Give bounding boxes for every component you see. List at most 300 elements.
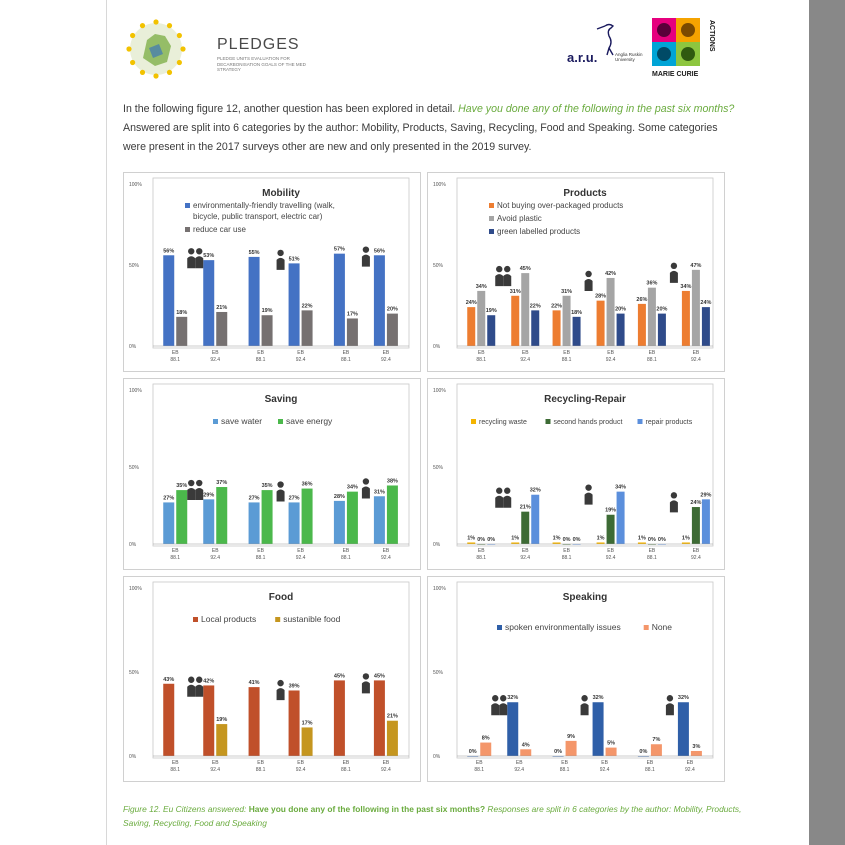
legend-swatch xyxy=(471,419,476,424)
bar xyxy=(521,512,529,544)
figure-caption xyxy=(123,802,743,830)
data-label: 35% xyxy=(176,483,188,490)
bar xyxy=(597,301,605,346)
x-tick-label: 92.4 xyxy=(691,357,701,363)
data-label: 56% xyxy=(163,248,175,255)
x-tick-label: 88.1 xyxy=(341,357,351,363)
bar xyxy=(617,492,625,544)
data-label: 34% xyxy=(615,484,627,491)
data-label: 17% xyxy=(346,311,358,318)
bar xyxy=(691,751,702,756)
x-tick-label: EB xyxy=(692,350,700,356)
legend-swatch xyxy=(185,203,190,208)
bar xyxy=(692,507,700,544)
bar xyxy=(467,307,475,346)
bar xyxy=(347,492,358,544)
data-label: 28% xyxy=(595,293,607,300)
person-icon xyxy=(670,492,678,512)
data-label: 0% xyxy=(657,537,666,543)
eu-star-icon xyxy=(153,73,158,78)
data-label: 57% xyxy=(333,246,345,253)
bar xyxy=(387,485,398,544)
eu-star-icon xyxy=(153,19,158,24)
person-icon xyxy=(666,695,674,715)
data-label: 18% xyxy=(176,309,188,316)
x-tick-label: 88.1 xyxy=(170,555,181,561)
x-tick-label: 92.4 xyxy=(295,555,306,561)
legend-label: save energy xyxy=(286,416,333,426)
data-label: 34% xyxy=(475,283,487,290)
data-label: 24% xyxy=(690,500,702,507)
data-label: 55% xyxy=(248,249,260,256)
x-tick-label: EB xyxy=(646,760,654,766)
x-tick-label: 88.1 xyxy=(647,555,657,561)
x-tick-label: EB xyxy=(563,350,570,356)
eu-star-icon xyxy=(126,46,131,51)
data-label: 21% xyxy=(386,713,398,720)
bar xyxy=(374,255,385,346)
viewer-scrollbar-area[interactable] xyxy=(808,0,845,845)
x-tick-label: EB xyxy=(601,760,608,766)
x-tick-label: EB xyxy=(257,760,264,766)
bar xyxy=(249,257,260,346)
y-tick-label: 50% xyxy=(433,465,444,471)
x-tick-label: EB xyxy=(563,548,570,554)
bar xyxy=(387,721,398,756)
data-label: 9% xyxy=(567,733,576,740)
bar xyxy=(617,314,625,346)
x-tick-label: 92.4 xyxy=(599,767,610,773)
x-tick-label: EB xyxy=(382,350,390,356)
bar xyxy=(216,312,227,346)
y-tick-label: 0% xyxy=(433,754,441,760)
data-label: 45% xyxy=(519,266,531,273)
data-label: 39% xyxy=(288,683,300,690)
bar xyxy=(176,490,187,544)
intro-paragraph xyxy=(123,100,743,157)
data-label: 20% xyxy=(386,306,398,313)
eu-star-icon xyxy=(140,70,145,75)
x-tick-label: EB xyxy=(382,548,390,554)
x-tick-label: EB xyxy=(297,350,304,356)
data-label: 29% xyxy=(203,492,215,499)
data-label: 34% xyxy=(346,484,358,491)
legend-label: Avoid plastic xyxy=(497,214,542,223)
data-label: 38% xyxy=(386,478,398,485)
x-tick-label: EB xyxy=(382,760,390,766)
bar xyxy=(216,724,227,756)
x-tick-label: 88.1 xyxy=(341,767,351,773)
bar xyxy=(387,314,398,346)
x-tick-label: EB xyxy=(477,548,485,554)
data-label: 24% xyxy=(465,300,477,307)
intro-question: Have you done any of the following in the past six months? xyxy=(458,103,735,115)
chart-title: Saving xyxy=(264,394,298,405)
x-tick-label: 88.1 xyxy=(645,767,655,773)
x-tick-label: 92.4 xyxy=(685,767,695,773)
bar xyxy=(638,304,646,346)
bar xyxy=(651,744,662,756)
bar xyxy=(607,278,615,346)
x-tick-label: EB xyxy=(171,350,179,356)
bar xyxy=(163,255,174,346)
x-tick-label: 92.4 xyxy=(210,357,221,363)
data-label: 19% xyxy=(605,507,617,514)
bar xyxy=(531,310,539,346)
data-label: 0% xyxy=(647,537,656,543)
chart-title: Products xyxy=(563,188,607,199)
data-label: 1% xyxy=(467,535,476,542)
x-tick-label: EB xyxy=(477,350,485,356)
x-tick-label: 92.4 xyxy=(210,555,221,561)
legend-label: bicycle, public transport, electric car) xyxy=(193,212,323,221)
x-tick-label: 88.1 xyxy=(170,357,181,363)
data-label: 43% xyxy=(163,676,175,683)
x-tick-label: EB xyxy=(521,548,529,554)
bar xyxy=(563,296,571,346)
bar xyxy=(334,501,345,544)
x-tick-label: EB xyxy=(475,760,483,766)
person-icon xyxy=(195,248,203,268)
x-tick-label: 88.1 xyxy=(561,357,572,363)
y-tick-label: 100% xyxy=(433,586,446,592)
x-tick-label: EB xyxy=(211,548,219,554)
eu-star-icon xyxy=(180,46,185,51)
person-icon xyxy=(187,248,195,268)
data-label: 20% xyxy=(615,306,627,313)
chart-title: Recycling-Repair xyxy=(544,394,626,405)
data-label: 7% xyxy=(652,737,661,744)
bar xyxy=(334,680,345,756)
bar xyxy=(249,687,260,756)
bar xyxy=(374,680,385,756)
bar xyxy=(163,684,174,756)
eu-stars-map-icon xyxy=(125,18,187,80)
person-icon xyxy=(362,246,370,266)
legend-label: Local products xyxy=(201,614,257,624)
x-tick-label: 88.1 xyxy=(255,767,266,773)
data-label: 19% xyxy=(485,308,497,315)
y-tick-label: 100% xyxy=(129,182,142,188)
data-label: 56% xyxy=(373,248,385,255)
x-tick-label: 92.4 xyxy=(605,357,616,363)
bar xyxy=(216,487,227,544)
x-tick-label: EB xyxy=(561,760,568,766)
x-tick-label: 88.1 xyxy=(341,555,351,561)
x-tick-label: EB xyxy=(686,760,694,766)
x-tick-label: EB xyxy=(297,548,304,554)
logo-name: PLEDGES xyxy=(217,36,300,53)
y-tick-label: 100% xyxy=(433,182,446,188)
bar xyxy=(566,741,577,756)
marie-curie-logo xyxy=(652,18,714,80)
data-label: 1% xyxy=(681,535,690,542)
person-icon xyxy=(277,481,285,501)
x-tick-label: EB xyxy=(211,350,219,356)
chart-panel-products xyxy=(427,172,725,372)
legend-label: environmentally-friendly travelling (walk, xyxy=(193,201,335,210)
aru-heron-icon xyxy=(595,22,625,56)
bar xyxy=(334,254,345,346)
chart-title: Food xyxy=(268,592,294,603)
bar xyxy=(302,727,313,756)
data-label: 29% xyxy=(700,492,712,499)
aru-logo-text: a.r.u. xyxy=(567,50,598,65)
data-label: 5% xyxy=(607,740,616,747)
legend-label: Not buying over-packaged products xyxy=(497,201,624,210)
bar xyxy=(702,499,710,544)
data-label: 47% xyxy=(690,262,702,269)
x-tick-label: 92.4 xyxy=(381,767,391,773)
data-label: 27% xyxy=(248,495,260,502)
bar xyxy=(262,315,273,346)
bar xyxy=(289,502,300,544)
data-label: 36% xyxy=(646,280,658,287)
legend-label: recycling waste xyxy=(479,419,527,426)
data-label: 21% xyxy=(216,304,228,311)
person-icon xyxy=(187,480,195,500)
x-tick-label: EB xyxy=(257,548,264,554)
data-label: 31% xyxy=(373,489,385,496)
y-tick-label: 50% xyxy=(433,670,444,676)
data-label: 26% xyxy=(636,296,648,303)
person-icon xyxy=(491,695,499,715)
legend-label: green labelled products xyxy=(497,227,581,236)
chart-title: Speaking xyxy=(562,592,608,603)
bar xyxy=(573,317,581,346)
data-label: 0% xyxy=(639,749,648,755)
caption-question: Have you done any of the following in the past six months? xyxy=(248,804,486,814)
bar xyxy=(520,749,531,756)
x-tick-label: EB xyxy=(342,350,350,356)
data-label: 3% xyxy=(692,743,701,750)
bar xyxy=(203,685,214,756)
bar xyxy=(289,263,300,346)
legend-swatch xyxy=(489,229,494,234)
data-label: 27% xyxy=(288,495,300,502)
x-tick-label: 88.1 xyxy=(255,357,266,363)
x-tick-label: EB xyxy=(648,548,656,554)
bar xyxy=(553,310,561,346)
data-label: 45% xyxy=(373,673,385,680)
data-label: 22% xyxy=(551,303,563,310)
eu-star-icon xyxy=(167,23,172,28)
x-tick-label: EB xyxy=(692,548,700,554)
data-label: 0% xyxy=(468,749,477,755)
legend-swatch xyxy=(213,419,218,424)
legend-swatch xyxy=(546,419,551,424)
marie-curie-bottom: MARIE CURIE xyxy=(652,71,699,78)
legend-swatch xyxy=(193,617,198,622)
person-icon xyxy=(499,695,507,715)
bar xyxy=(163,502,174,544)
data-label: 21% xyxy=(519,504,531,511)
chart-panel-food xyxy=(123,576,421,782)
x-tick-label: 92.4 xyxy=(691,555,701,561)
legend-label: repair products xyxy=(645,419,693,426)
eu-star-icon xyxy=(130,60,135,65)
data-label: 24% xyxy=(700,300,712,307)
x-tick-label: EB xyxy=(648,350,656,356)
chart-panel-speaking xyxy=(427,576,725,782)
data-label: 53% xyxy=(203,253,215,260)
y-tick-label: 100% xyxy=(129,586,142,592)
x-tick-label: 88.1 xyxy=(170,767,181,773)
x-tick-label: 92.4 xyxy=(605,555,616,561)
bar xyxy=(658,314,666,346)
bar xyxy=(249,502,260,544)
caption-text-2: Responses are split in 6 categories by the author: Mobility, Products, Saving, Recycling, Food and Speaking xyxy=(123,804,742,828)
person-icon xyxy=(585,484,593,504)
data-label: 32% xyxy=(507,695,519,702)
x-tick-label: EB xyxy=(171,548,179,554)
person-icon xyxy=(277,250,285,270)
person-icon xyxy=(670,263,678,283)
bar xyxy=(203,260,214,346)
legend-label: reduce car use xyxy=(193,225,246,234)
data-label: 32% xyxy=(592,695,604,702)
data-label: 4% xyxy=(521,742,530,749)
chart-panel-mobility xyxy=(123,172,421,372)
person-icon xyxy=(585,271,593,291)
y-tick-label: 0% xyxy=(129,542,137,548)
legend-label: second hands product xyxy=(553,419,623,426)
x-tick-label: 92.4 xyxy=(381,555,391,561)
logo-tagline: PLEDGE UNITS EVALUATION FOR DECARBONISATION GOALS OF THE MED STRATEGY xyxy=(217,56,306,72)
data-label: 1% xyxy=(552,535,561,542)
data-label: 0% xyxy=(477,537,486,543)
data-label: 1% xyxy=(637,535,646,542)
data-label: 51% xyxy=(288,256,300,263)
bar xyxy=(511,296,519,346)
data-label: 32% xyxy=(529,487,541,494)
bar xyxy=(262,490,273,544)
x-tick-label: 92.4 xyxy=(520,357,531,363)
x-tick-label: 88.1 xyxy=(647,357,657,363)
bar xyxy=(648,288,656,346)
data-label: 22% xyxy=(529,303,541,310)
bar xyxy=(203,499,214,544)
person-icon xyxy=(277,680,285,700)
person-icon xyxy=(195,480,203,500)
person-icon xyxy=(187,677,195,697)
data-label: 32% xyxy=(677,695,689,702)
y-tick-label: 50% xyxy=(129,263,140,269)
x-tick-label: EB xyxy=(342,760,350,766)
data-label: 22% xyxy=(301,303,313,310)
bar xyxy=(302,489,313,544)
data-label: 31% xyxy=(561,288,573,295)
data-label: 18% xyxy=(571,309,583,316)
data-label: 0% xyxy=(572,537,581,543)
x-tick-label: 92.4 xyxy=(514,767,525,773)
bar xyxy=(289,690,300,756)
eu-star-icon xyxy=(177,33,182,38)
legend-swatch xyxy=(489,216,494,221)
data-label: 27% xyxy=(163,495,175,502)
data-label: 17% xyxy=(301,720,313,727)
bar xyxy=(692,270,700,346)
data-label: 28% xyxy=(333,493,345,500)
y-tick-label: 0% xyxy=(129,754,137,760)
data-label: 42% xyxy=(203,678,215,685)
data-label: 0% xyxy=(487,537,496,543)
bar xyxy=(606,748,617,756)
person-icon xyxy=(195,677,203,697)
eu-star-icon xyxy=(130,33,135,38)
x-tick-label: 92.4 xyxy=(210,767,221,773)
x-tick-label: EB xyxy=(521,350,529,356)
x-tick-label: 92.4 xyxy=(295,767,306,773)
data-label: 1% xyxy=(511,535,520,542)
bar xyxy=(607,515,615,544)
data-label: 34% xyxy=(680,283,692,290)
data-label: 1% xyxy=(596,535,605,542)
x-tick-label: EB xyxy=(297,760,304,766)
legend-swatch xyxy=(497,625,502,630)
y-tick-label: 100% xyxy=(129,388,142,394)
chart-title: Mobility xyxy=(262,188,300,199)
x-tick-label: 88.1 xyxy=(559,767,570,773)
legend-label: None xyxy=(651,622,673,632)
y-tick-label: 50% xyxy=(433,263,444,269)
y-tick-label: 50% xyxy=(129,465,140,471)
bar xyxy=(678,702,689,756)
data-label: 37% xyxy=(216,480,228,487)
bar xyxy=(702,307,710,346)
person-icon xyxy=(495,488,503,508)
eu-star-icon xyxy=(167,70,172,75)
legend-label: save water xyxy=(221,416,263,426)
legend-swatch xyxy=(185,227,190,232)
person-icon xyxy=(495,266,503,286)
data-label: 35% xyxy=(261,483,273,490)
pledges-logo xyxy=(125,18,335,84)
intro-text-2: Answered are split into 6 categories by the author: Mobility, Products, Saving, Recycling, Food and Speaking. Some categories were present in the 2017 surveys other are new and only presented in the 2019 survey. xyxy=(123,122,718,153)
intro-text-1: In the following figure 12, another question has been explored in detail. xyxy=(123,103,459,115)
bar xyxy=(374,496,385,544)
person-icon xyxy=(503,266,511,286)
x-tick-label: 92.4 xyxy=(520,555,531,561)
person-icon xyxy=(362,478,370,498)
chart-panel-recycling xyxy=(427,378,725,570)
data-label: 45% xyxy=(333,673,345,680)
data-label: 41% xyxy=(248,680,260,687)
bar xyxy=(176,317,187,346)
eu-star-icon xyxy=(140,23,145,28)
document-page xyxy=(106,0,809,845)
bar xyxy=(531,495,539,544)
data-label: 20% xyxy=(656,306,668,313)
person-icon xyxy=(362,673,370,693)
data-label: 8% xyxy=(481,735,490,742)
bar xyxy=(487,315,495,346)
legend-label: spoken environmentally issues xyxy=(505,622,621,632)
legend-swatch xyxy=(489,203,494,208)
x-tick-label: 88.1 xyxy=(474,767,485,773)
bar xyxy=(682,291,690,346)
data-label: 42% xyxy=(605,270,617,277)
bar xyxy=(480,743,491,756)
legend-swatch xyxy=(278,419,283,424)
data-label: 19% xyxy=(216,717,228,724)
legend-label: sustanible food xyxy=(283,614,341,624)
y-tick-label: 0% xyxy=(129,344,137,350)
data-label: 31% xyxy=(509,288,521,295)
data-label: 36% xyxy=(301,481,313,488)
bar xyxy=(302,310,313,346)
legend-swatch xyxy=(638,419,643,424)
